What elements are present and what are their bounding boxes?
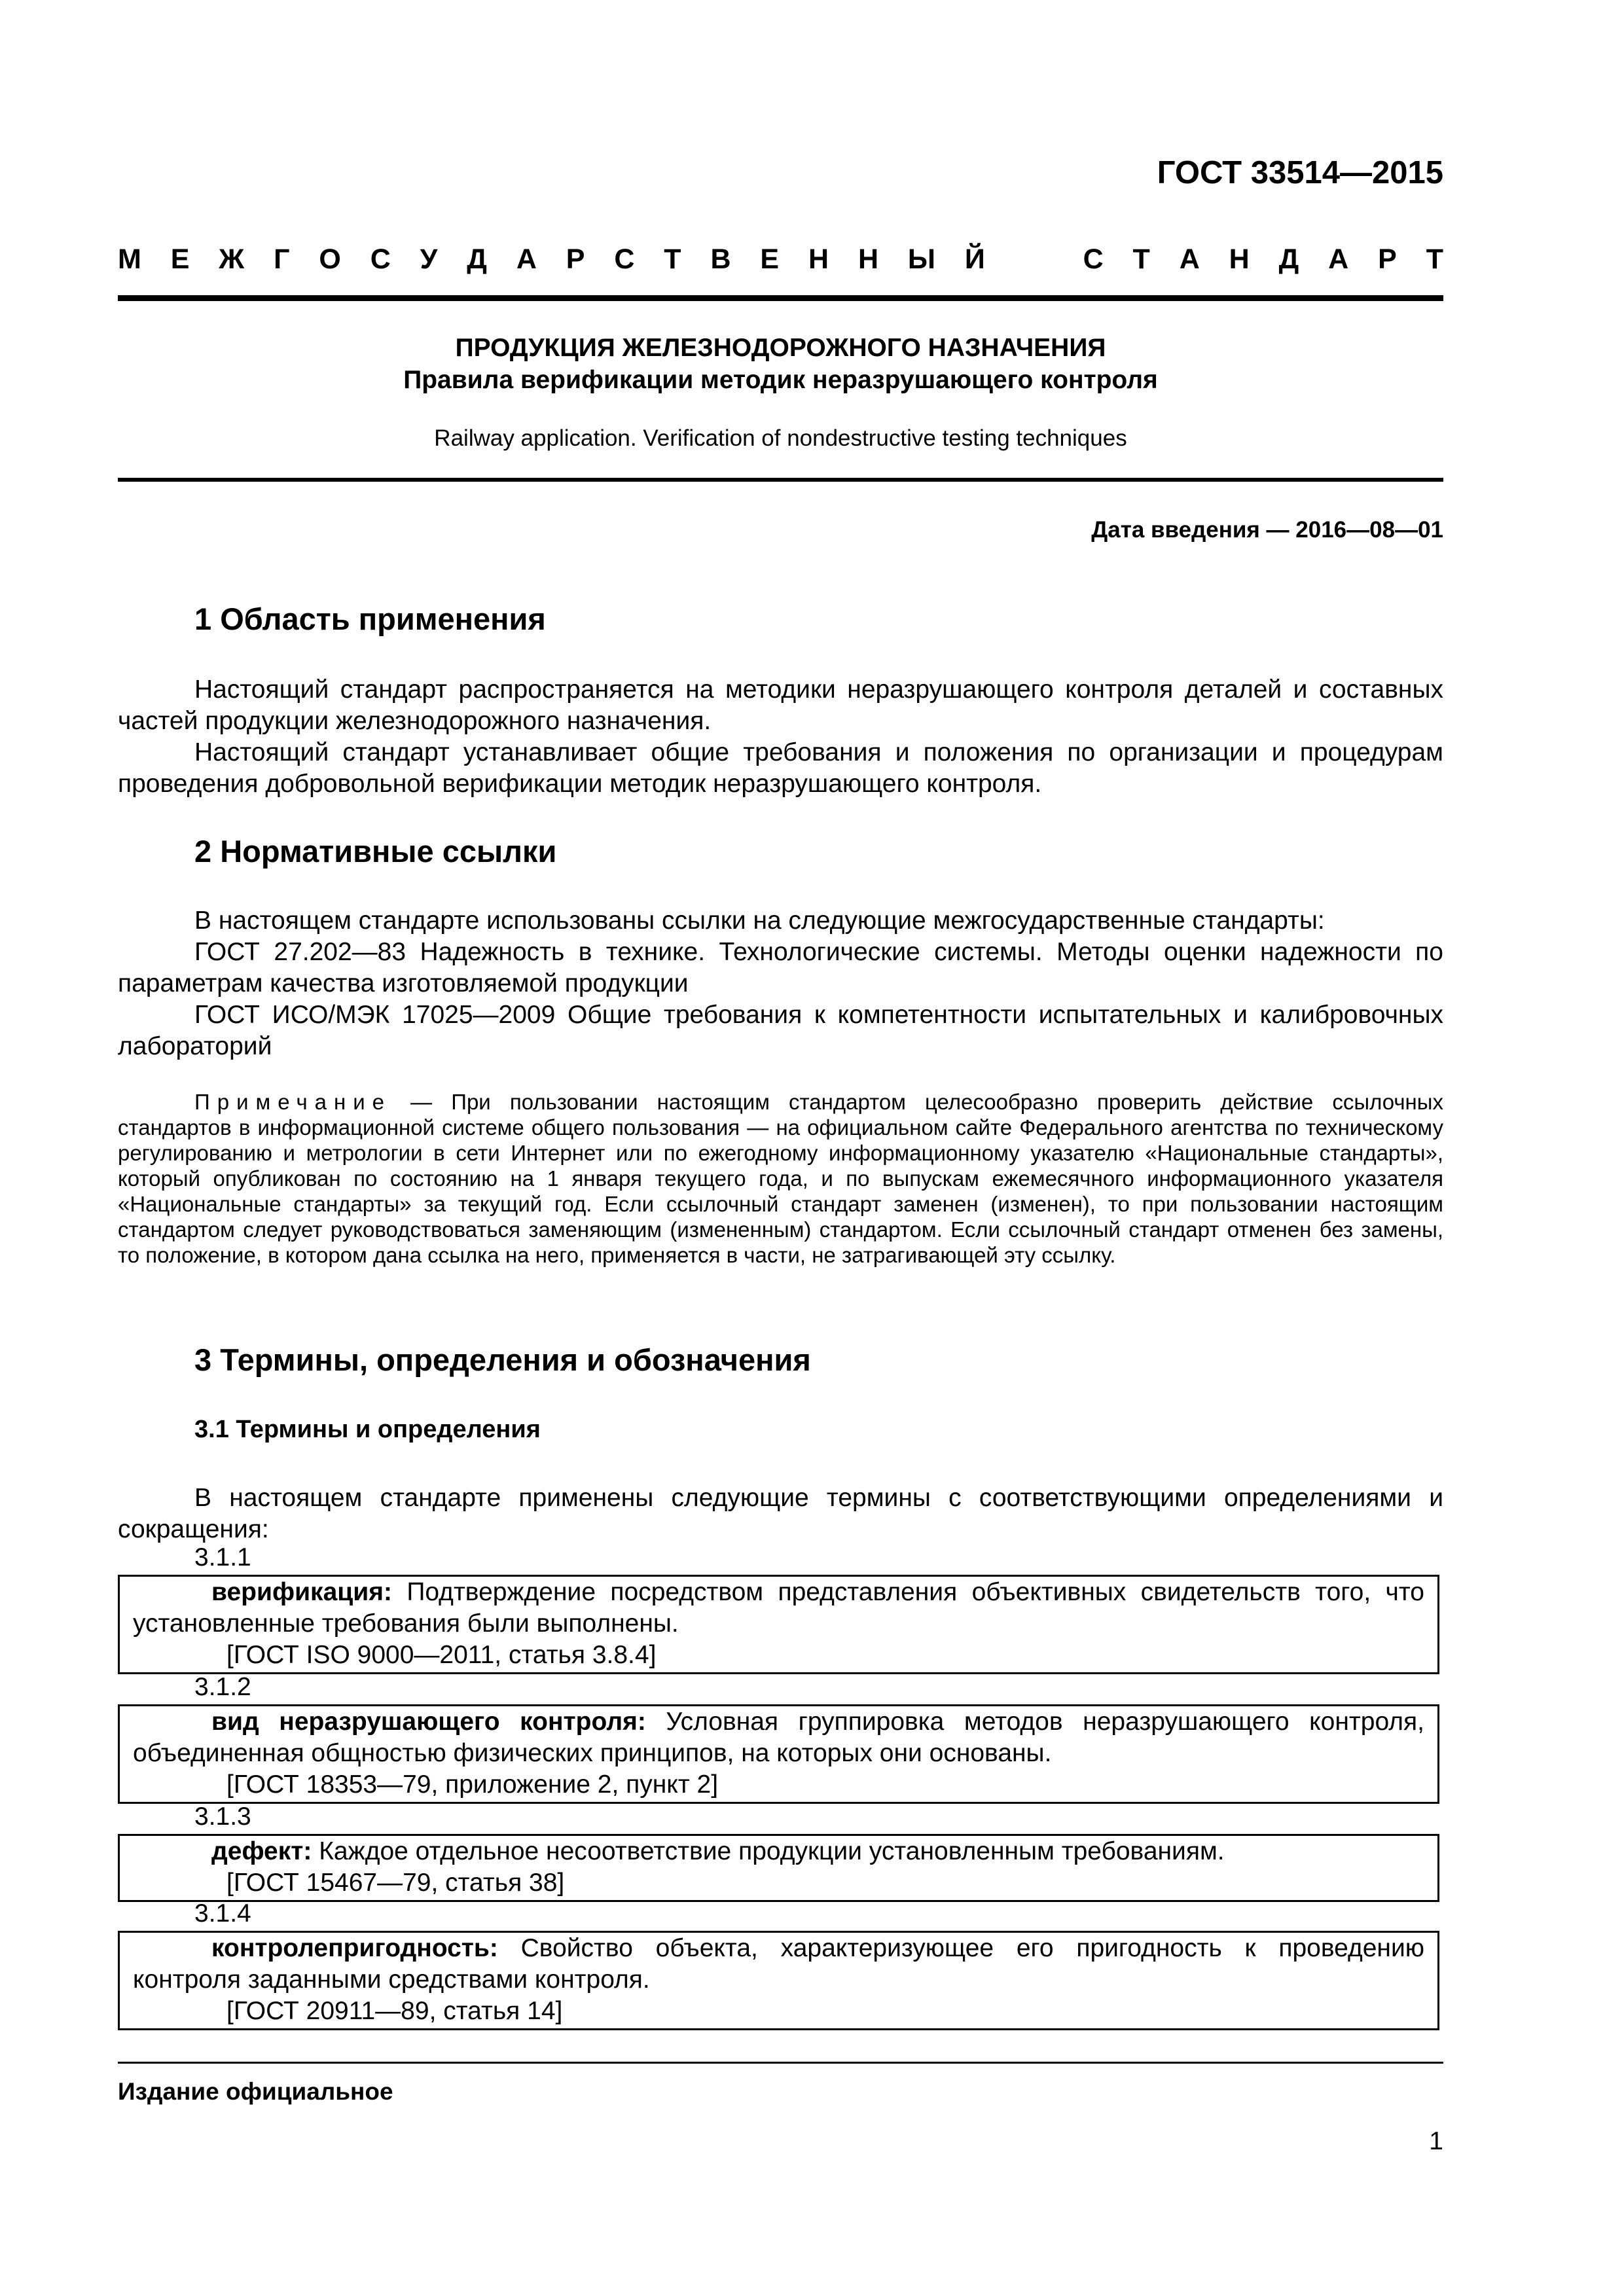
- term-number: 3.1.2: [194, 1673, 251, 1701]
- term-definition: Каждое отдельное несоответствие продукции установленным требованиям.: [312, 1837, 1225, 1865]
- header-rule: [118, 295, 1443, 301]
- banner-letter: С: [370, 243, 391, 275]
- banner-letter: Е: [760, 243, 780, 275]
- banner-letter: Ы: [907, 243, 936, 275]
- term-box: [118, 1834, 1439, 1902]
- banner-letter: А: [1179, 243, 1200, 275]
- banner-letter: М: [118, 243, 141, 275]
- term-definition: Условная группировка методов неразрушающего контроля, объединенная общностью физических принципов, на которых они основаны.: [133, 1708, 1424, 1767]
- note: [118, 1089, 1443, 1268]
- banner-letter: Т: [1426, 243, 1443, 275]
- banner-letter: У: [420, 243, 438, 275]
- term-box: [118, 1575, 1439, 1674]
- banner-letter: Г: [274, 243, 290, 275]
- banner-letter: Р: [1378, 243, 1397, 275]
- section-1-paragraph-2: Настоящий стандарт устанавливает общие требования и положения по организации и процедурам проведения добровольной верификации методик неразрушающего контроля.: [118, 738, 1443, 798]
- section-3-heading: 3 Термины, определения и обозначения: [194, 1342, 811, 1377]
- term-number: 3.1.1: [194, 1543, 251, 1571]
- term-number: 3.1.3: [194, 1803, 251, 1831]
- document-page: [118, 0, 1443, 2296]
- term-reference: [ГОСТ 20911—89, статья 14]: [226, 1997, 563, 2025]
- note-text: — При пользовании настоящим стандартом целесообразно проверить действие ссылочных стандартов в информационной системе общего пользования — на официальном сайте Федерального агентства по техническому регулированию и метрологии в сети Интернет или по ежегодному информационному указателю «Национальные стандарты», который опубликован по состоянию на 1 января текущего года, и по выпускам ежемесячного информационного указателя «Национальные стандарты» за текущий год. Если ссылочный стандарт заменен (изменен), то при пользовании настоящим стандартом следует руководствоваться заменяющим (измененным) стандартом. Если ссылочный стандарт отменен без замены, то положение, в котором дана ссылка на него, применяется в части, не затрагивающей эту ссылку.: [118, 1090, 1443, 1267]
- banner-letter: Е: [170, 243, 190, 275]
- term-name: вид неразрушающего контроля:: [211, 1708, 646, 1736]
- document-subtitle: Правила верификации методик неразрушающего контроля: [403, 366, 1158, 394]
- banner-letter: Н: [1229, 243, 1250, 275]
- term-box: [118, 1931, 1439, 2030]
- section-1-paragraph-1: Настоящий стандарт распространяется на методики неразрушающего контроля деталей и составных частей продукции железнодорожного назначения.: [118, 675, 1443, 735]
- section-2-paragraph-1: В настоящем стандарте использованы ссылки на следующие межгосударственные стандарты:: [194, 906, 1325, 935]
- banner-letter: Р: [566, 243, 585, 275]
- banner-letter: Н: [808, 243, 829, 275]
- banner-letter: С: [614, 243, 635, 275]
- section-2-paragraph-2: ГОСТ 27.202—83 Надежность в технике. Технологические системы. Методы оценки надежности по параметрам качества изготовляемой продукции: [118, 938, 1443, 997]
- term-name: верификация:: [211, 1578, 392, 1606]
- gost-number: ГОСТ 33514—2015: [1157, 155, 1443, 190]
- term-definition: Свойство объекта, характеризующее его пригодность к проведению контроля заданными средствами контроля.: [133, 1934, 1424, 1994]
- section-2-paragraph-3: ГОСТ ИСО/МЭК 17025—2009 Общие требования к компетентности испытательных и калибровочных лабораторий: [118, 1001, 1443, 1060]
- term-definition: Подтверждение посредством представления объективных свидетельств того, что установленные требования были выполнены.: [133, 1578, 1424, 1638]
- section-3-paragraph-1: В настоящем стандарте применены следующие термины с соответствующими определениями и сокращения:: [118, 1484, 1443, 1543]
- banner-letter: Ж: [219, 243, 245, 275]
- banner-letter: Д: [1278, 243, 1299, 275]
- section-3-1-heading: 3.1 Термины и определения: [194, 1416, 541, 1443]
- term-name: контролепригодность:: [211, 1934, 498, 1962]
- banner-letter: Т: [664, 243, 681, 275]
- banner-letter: Н: [857, 243, 879, 275]
- footer-rule: [118, 2062, 1443, 2064]
- banner-letter: А: [516, 243, 537, 275]
- term-box: [118, 1704, 1439, 1804]
- page-number: 1: [1429, 2127, 1443, 2155]
- introduction-date: Дата введения — 2016—08—01: [1091, 517, 1443, 543]
- banner-letter: Т: [1132, 243, 1150, 275]
- banner-letter: В: [710, 243, 731, 275]
- term-reference: [ГОСТ 15467—79, статья 38]: [226, 1869, 565, 1897]
- term-reference: [ГОСТ 18353—79, приложение 2, пункт 2]: [226, 1770, 719, 1799]
- note-label: Примечание: [194, 1090, 392, 1114]
- banner-letter: Д: [467, 243, 487, 275]
- banner-letter: О: [319, 243, 341, 275]
- banner-letter: Й: [964, 243, 985, 275]
- term-number: 3.1.4: [194, 1899, 251, 1928]
- interstate-standard-banner: [118, 243, 1443, 283]
- term-name: дефект:: [211, 1837, 312, 1865]
- section-2-heading: 2 Нормативные ссылки: [194, 834, 557, 869]
- english-title: Railway application. Verification of nondestructive testing techniques: [434, 425, 1127, 451]
- banner-letter: С: [1083, 243, 1104, 275]
- section-1-heading: 1 Область применения: [194, 601, 546, 636]
- banner-word-gap: [1015, 243, 1054, 283]
- title-rule: [118, 478, 1443, 482]
- document-title: ПРОДУКЦИЯ ЖЕЛЕЗНОДОРОЖНОГО НАЗНАЧЕНИЯ: [455, 334, 1106, 362]
- banner-letter: А: [1328, 243, 1349, 275]
- term-reference: [ГОСТ ISO 9000—2011, статья 3.8.4]: [226, 1641, 657, 1669]
- official-edition-label: Издание официальное: [118, 2078, 393, 2105]
